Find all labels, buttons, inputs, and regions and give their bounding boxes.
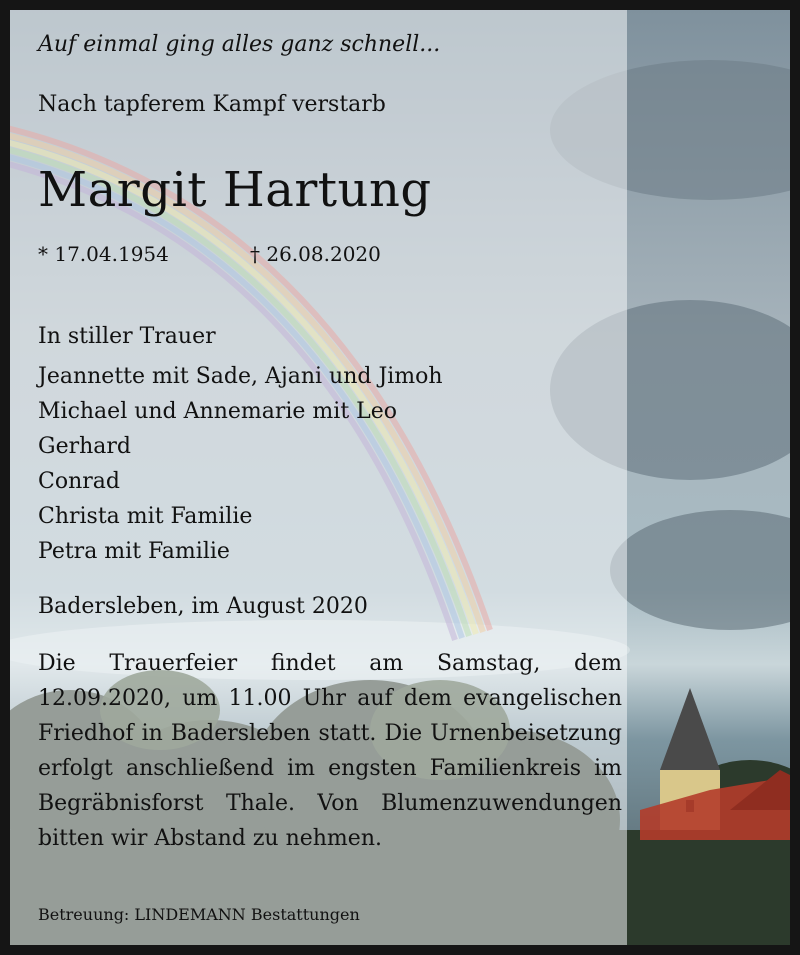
announcement: Nach tapferem Kampf verstarb bbox=[38, 92, 386, 117]
place-date: Badersleben, im August 2020 bbox=[38, 594, 368, 619]
intro-line: Auf einmal ging alles ganz schnell... bbox=[38, 32, 441, 57]
mourner-line: Jeannette mit Sade, Ajani und Jimoh bbox=[38, 364, 443, 389]
mourner-line: Petra mit Familie bbox=[38, 539, 230, 564]
birth-date: * 17.04.1954 bbox=[38, 242, 169, 266]
death-date: † 26.08.2020 bbox=[250, 242, 381, 266]
mourning-heading: In stiller Trauer bbox=[38, 324, 216, 349]
undertaker-credit: Betreuung: LINDEMANN Bestattungen bbox=[38, 905, 360, 924]
mourner-line: Gerhard bbox=[38, 434, 131, 459]
text-panel bbox=[10, 10, 627, 945]
mourner-line: Christa mit Familie bbox=[38, 504, 253, 529]
funeral-notice: Die Trauerfeier findet am Samstag, dem 12.09.2020, um 11.00 Uhr auf dem evangelischen Friedhof in Badersleben statt. Die Urnenbeisetzung erfolgt anschließend im engsten Familienkreis im Begräbnisforst Thale. Von Blumenzuwendungen bitten wir Abstand zu nehmen. bbox=[38, 651, 622, 851]
mourner-line: Conrad bbox=[38, 469, 120, 494]
mourner-line: Michael und Annemarie mit Leo bbox=[38, 399, 398, 424]
deceased-name: Margit Hartung bbox=[38, 162, 432, 218]
